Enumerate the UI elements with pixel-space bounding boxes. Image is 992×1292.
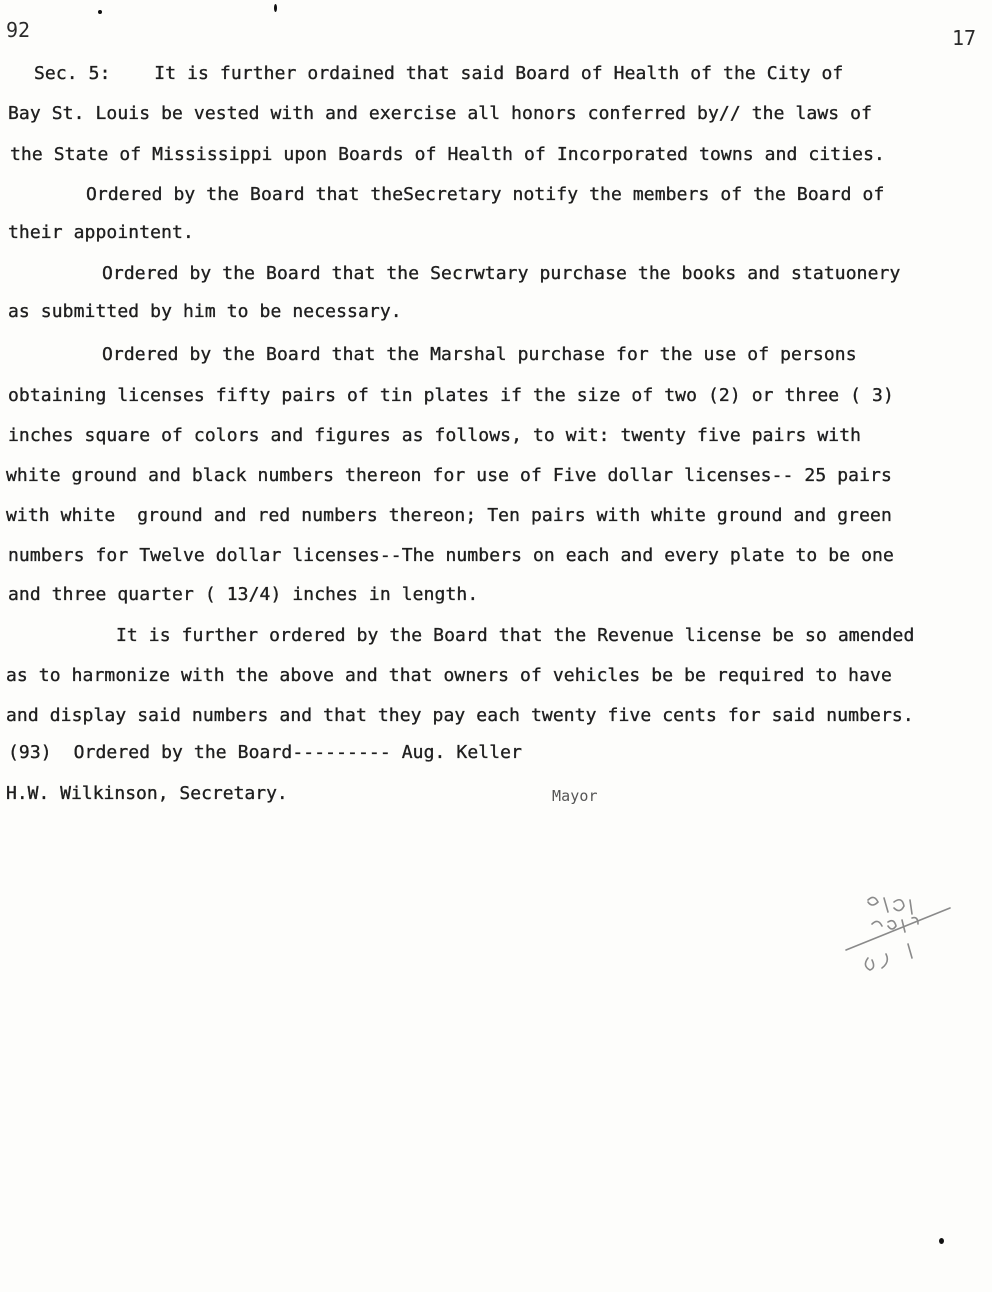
text-line-4: Ordered by the Board that theSecretary notify the members of the Board of — [86, 184, 885, 205]
page-number-left: 92 — [6, 18, 31, 42]
text-line-9: obtaining licenses fifty pairs of tin plates if the size of two (2) or three ( 3) — [8, 385, 894, 406]
text-line-12: with white ground and red numbers thereon; Ten pairs with white ground and green — [6, 505, 892, 526]
text-line-11: white ground and black numbers thereon for use of Five dollar licenses-- 25 pairs — [6, 465, 892, 486]
text-line-18: (93) Ordered by the Board--------- Aug. Keller — [8, 742, 523, 763]
text-line-10: inches square of colors and figures as follows, to wit: twenty five pairs with — [8, 425, 862, 446]
text-line-14: and three quarter ( 13/4) inches in length. — [8, 584, 479, 605]
text-line-5: their appointent. — [8, 222, 194, 243]
text-line-8: Ordered by the Board that the Marshal purchase for the use of persons — [102, 344, 857, 365]
text-line-7: as submitted by him to be necessary. — [8, 301, 402, 322]
handwritten-pencil-marks-icon — [838, 888, 958, 988]
text-line-16: as to harmonize with the above and that owners of vehicles be be required to have — [6, 665, 892, 686]
text-line-2: Bay St. Louis be vested with and exercise all honors conferred by// the laws of — [8, 103, 873, 124]
text-line-1: Sec. 5: It is further ordained that said Board of Health of the City of — [34, 63, 844, 84]
text-line-15: It is further ordered by the Board that the Revenue license be so amended — [116, 625, 915, 646]
text-line-17: and display said numbers and that they pay each twenty five cents for said numbers. — [6, 705, 914, 726]
secretary-signature: H.W. Wilkinson, Secretary. — [6, 783, 288, 804]
page-number-right: 17 — [952, 26, 977, 50]
mayor-title: Mayor — [552, 787, 598, 805]
paper-speck — [98, 10, 102, 14]
text-line-13: numbers for Twelve dollar licenses--The numbers on each and every plate to be one — [8, 545, 894, 566]
paper-speck — [939, 1238, 944, 1244]
text-line-3: the State of Mississippi upon Boards of Health of Incorporated towns and cities. — [10, 144, 885, 165]
paper-speck — [274, 4, 277, 12]
text-line-6: Ordered by the Board that the Secrwtary purchase the books and statuonery — [102, 263, 901, 284]
